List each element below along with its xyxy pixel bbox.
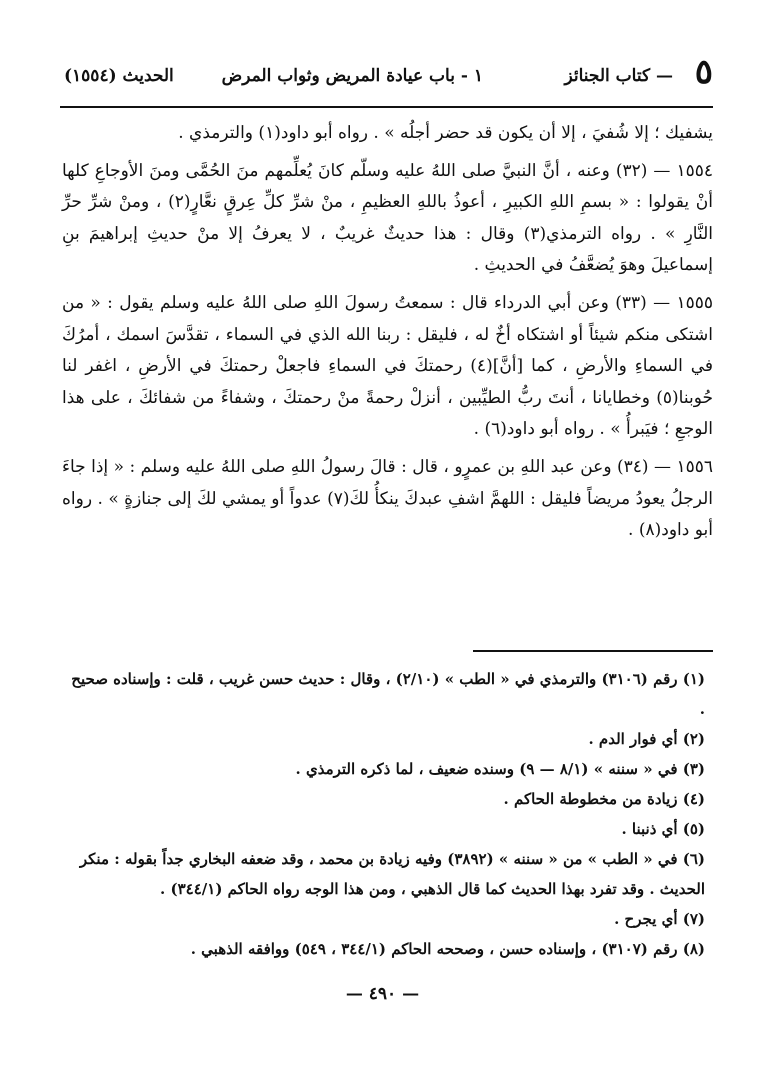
running-header: [60, 52, 713, 102]
main-text: [62, 118, 713, 547]
footnote-7: (٧) أي يجرح .: [614, 910, 705, 928]
footnote-3: (٣) في « سننه » (٨/١ — ٩) وسنده ضعيف ، لما ذكره الترمذي .: [295, 760, 705, 778]
hadith-1554: ١٥٥٤ — (٣٢) وعنه ، أنَّ النبيَّ صلى اللهُ عليه وسلّم كانَ يُعلِّمهم منَ الحُمَّى ومنَ الأوجاعِ كلها أنْ يقولوا : « بسمِ اللهِ الكبيرِ ، أعوذُ باللهِ العظيمِ ، منْ شرِّ كلِّ عِرقٍ نعَّارٍ(٢) ، ومنْ شرِّ حرِّ النَّارِ » . رواه الترمذي(٣) وقال : هذا حديثٌ غريبٌ ، لا يعرفُ إلا منْ حديثِ إبراهيمَ بنِ إسماعيلَ وهوَ يُضعَّفُ في الحديثِ .: [62, 160, 714, 276]
footnote-8: (٨) رقم (٣١٠٧) ، وإسناده حسن ، وصححه الحاكم (٣٤٤/١ ، ٥٤٩) ووافقه الذهبي .: [190, 940, 705, 958]
header-page-mark: ٥: [694, 52, 713, 92]
header-hadith-ref: الحديث (١٥٥٤): [64, 66, 174, 86]
page-number: — ٤٩٠ —: [345, 984, 420, 1004]
hadith-1555: ١٥٥٥ — (٣٣) وعن أبي الدرداء قال : سمعتُ رسولَ اللهِ صلى اللهُ عليه وسلم يقول : « من اشتكى منكم شيئاً أو اشتكاه أخٌ له ، فليقل : ربنا الله الذي في السماء ، تقدَّسَ اسمك ، أمرُكَ في السماءِ والأرضِ ، كما [أنَّ](٤) رحمتكَ في السماءِ فاجعلْ رحمتكَ في الأرضِ ، اغفر لنا حُوبنا(٥) وخطايانا ، أنتَ ربُّ الطيِّبين ، أنزلْ رحمةً منْ رحمتكَ ، وشفاءً من شفائكَ ، على هذا الوجعِ ؛ فيَبرأُ » . رواه أبو داود(٦) .: [62, 292, 713, 440]
footnote-6: (٦) في « الطب » من « سننه » (٣٨٩٢) وفيه زيادة بن محمد ، وقد ضعفه البخاري جداً بقوله : منكر الحديث . وقد تفرد بهذا الحديث كما قال الذهبي ، ومن هذا الوجه رواه الحاكم (٣٤٤/١) .: [79, 850, 705, 898]
paragraph-continuation: يشفيك ؛ إلا شُفيَ ، إلا أن يكون قد حضر أجلُه » . رواه أبو داود(١) والترمذي .: [178, 123, 713, 143]
header-divider: [60, 106, 713, 108]
hadith-1556: ١٥٥٦ — (٣٤) وعن عبد اللهِ بن عمرٍو ، قال : قالَ رسولُ اللهِ صلى اللهُ عليه وسلم : « إذا جاءَ الرجلُ يعودُ مريضاً فليقل : اللهمَّ اشفِ عبدكَ ينكأُ لكَ(٧) عدواً أو يمشي لكَ إلى جنازةٍ » . رواه أبو داود(٨) .: [62, 456, 713, 541]
footnote-2: (٢) أي فوار الدم .: [588, 730, 705, 748]
footnote-1: (١) رقم (٣١٠٦) والترمذي في « الطب » (٢/١٠) ، وقال : حديث حسن غريب ، قلت : وإسناده صحيح .: [71, 670, 705, 718]
footnote-divider: [473, 650, 713, 652]
footnotes: [70, 664, 705, 964]
header-book-title: — كتاب الجنائز: [564, 66, 673, 86]
footnote-5: (٥) أي ذنبنا .: [621, 820, 705, 838]
footnote-4: (٤) زيادة من مخطوطة الحاكم .: [503, 790, 705, 808]
header-chapter-title: ١ - باب عيادة المريض وثواب المرض: [221, 66, 483, 86]
